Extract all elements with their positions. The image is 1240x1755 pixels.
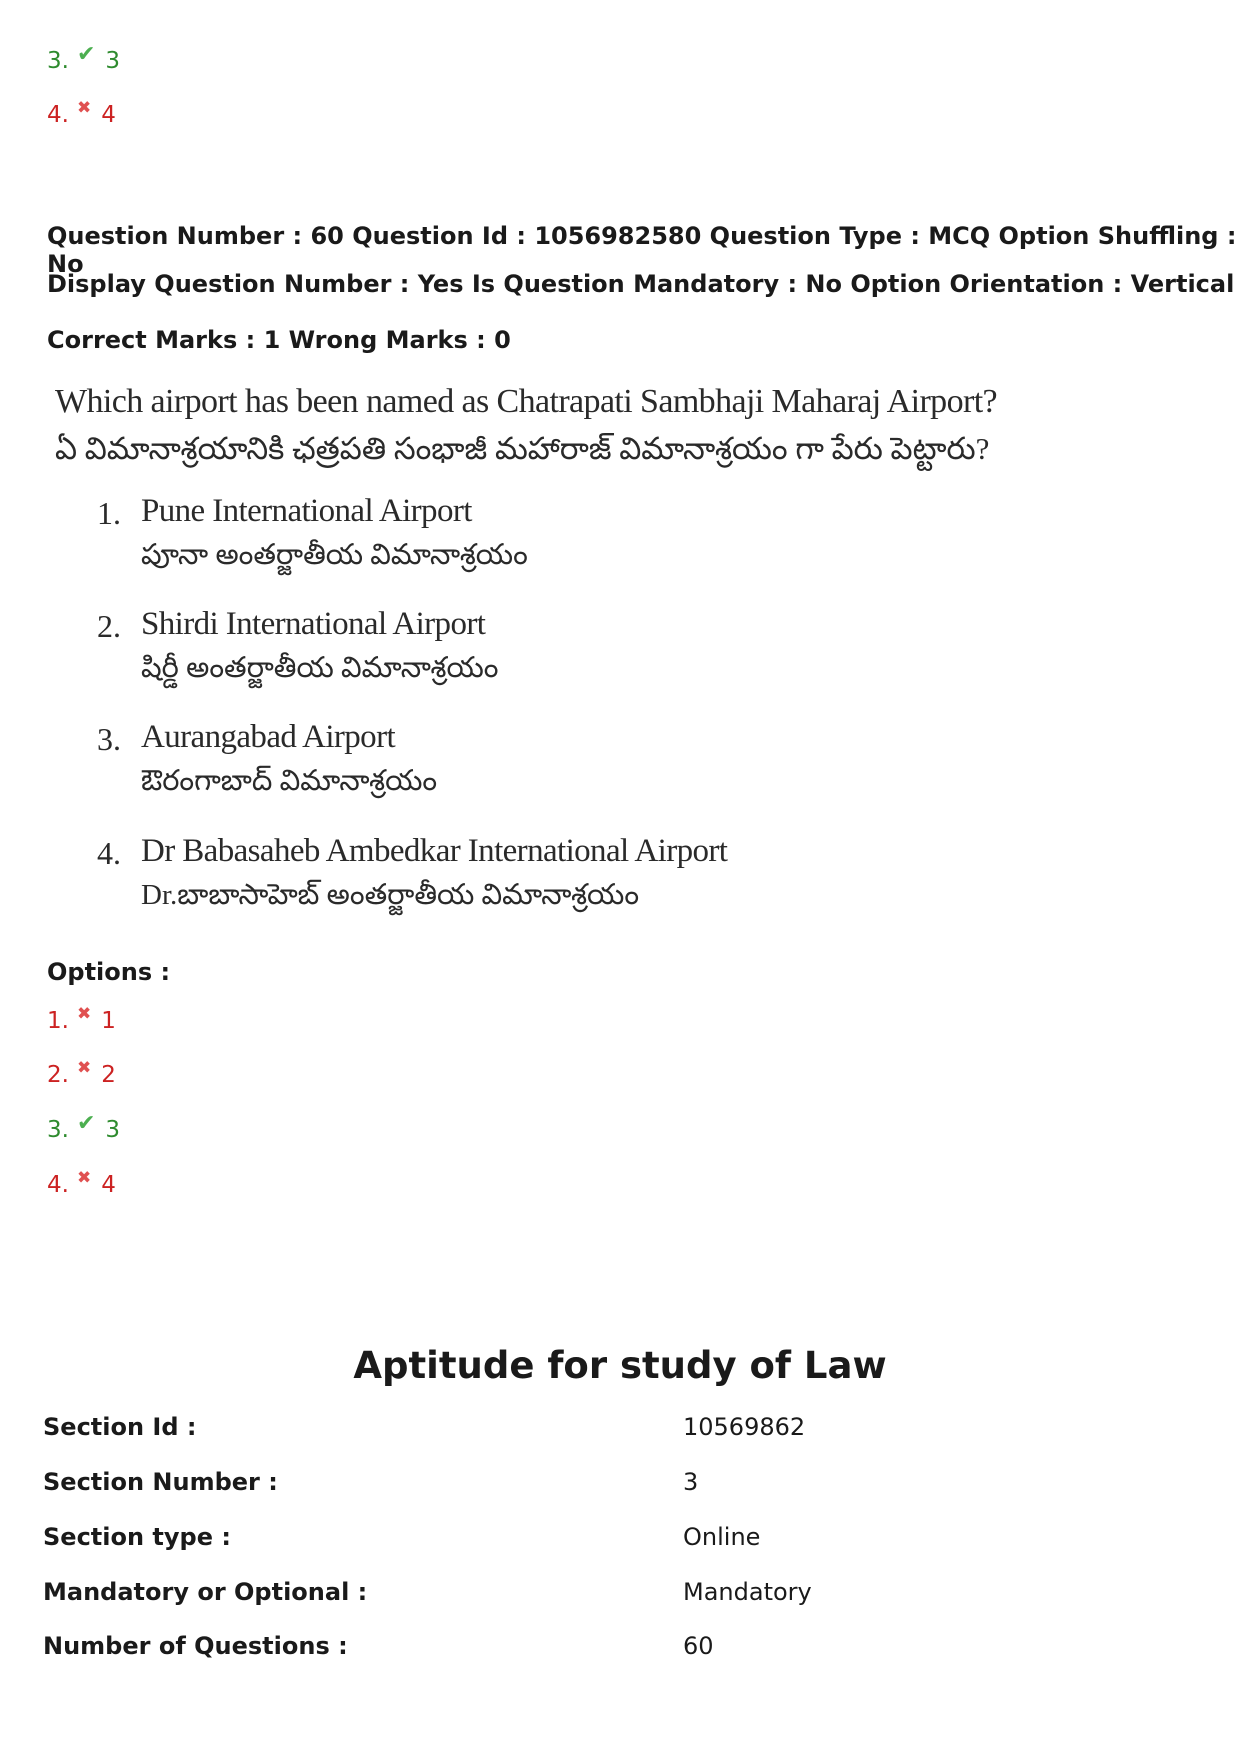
- cross-icon: ✖: [76, 1168, 92, 1188]
- option-2: [47, 1058, 116, 1088]
- section-row-value: Mandatory: [683, 1578, 812, 1606]
- section-title: Aptitude for study of Law: [353, 1344, 887, 1387]
- section-row-key: Section type :: [43, 1523, 231, 1551]
- choice-1-telugu: పూనా అంతర్జాతీయ విమానాశ్రయం: [141, 539, 528, 571]
- choice-3-english: Aurangabad Airport: [141, 719, 396, 755]
- option-number: 3.: [47, 48, 69, 74]
- cross-icon: ✖: [76, 98, 92, 118]
- question-meta-line1: Question Number : 60 Question Id : 1056982580 Question Type : MCQ Option Shuffling : No: [47, 222, 1237, 278]
- option-label: 3: [105, 1117, 121, 1143]
- choice-2-english: Shirdi International Airport: [141, 606, 486, 642]
- question-marks: Correct Marks : 1 Wrong Marks : 0: [47, 326, 511, 354]
- section-row-value: 3: [683, 1468, 699, 1496]
- prev-option-3: [47, 41, 121, 74]
- option-label: 1: [101, 1008, 116, 1034]
- choice-4-english: Dr Babasaheb Ambedkar International Airport: [141, 833, 728, 869]
- option-number: 4.: [47, 1172, 69, 1198]
- choice-number: 2.: [97, 608, 121, 644]
- option-3: [47, 1110, 121, 1143]
- check-icon: ✔: [76, 41, 96, 67]
- choice-number: 1.: [97, 495, 121, 531]
- option-number: 2.: [47, 1062, 69, 1088]
- question-text-telugu: ఏ విమానాశ్రయానికి ఛత్రపతి సంభాజీ మహారాజ్ విమానాశ్రయం గా పేరు పెట్టారు?: [55, 431, 990, 466]
- option-label: 3: [105, 48, 121, 74]
- section-row-key: Section Number :: [43, 1468, 278, 1496]
- option-1: [47, 1004, 116, 1034]
- choice-3-telugu: ఔరంగాబాద్ విమానాశ్రయం: [141, 765, 438, 797]
- section-row-value: 10569862: [683, 1413, 806, 1441]
- choice-number: 3.: [97, 721, 121, 757]
- question-image: [55, 383, 998, 938]
- section-row-key: Mandatory or Optional :: [43, 1578, 368, 1606]
- option-number: 4.: [47, 102, 69, 128]
- choice-4-telugu: Dr.బాబాసాహెబ్ అంతర్జాతీయ విమానాశ్రయం: [141, 879, 640, 911]
- section-row-key: Number of Questions :: [43, 1632, 348, 1660]
- question-meta-line2: Display Question Number : Yes Is Question Mandatory : No Option Orientation : Vertical: [47, 270, 1235, 298]
- check-icon: ✔: [76, 1110, 96, 1136]
- question-text-english: Which airport has been named as Chatrapati Sambhaji Maharaj Airport?: [55, 383, 998, 420]
- option-label: 4: [101, 1172, 116, 1198]
- section-row-value: Online: [683, 1523, 761, 1551]
- option-4: [47, 1168, 116, 1198]
- option-number: 1.: [47, 1008, 69, 1034]
- choice-1-english: Pune International Airport: [141, 493, 472, 529]
- section-row-key: Section Id :: [43, 1413, 197, 1441]
- option-label: 2: [101, 1062, 116, 1088]
- section-row-value: 60: [683, 1632, 714, 1660]
- option-label: 4: [101, 102, 116, 128]
- prev-option-4: [47, 98, 116, 128]
- choice-number: 4.: [97, 835, 121, 871]
- cross-icon: ✖: [76, 1058, 92, 1078]
- option-number: 3.: [47, 1117, 69, 1143]
- options-label: Options :: [47, 958, 171, 986]
- cross-icon: ✖: [76, 1004, 92, 1024]
- choice-2-telugu: షిర్డీ అంతర్జాతీయ విమానాశ్రయం: [141, 652, 499, 684]
